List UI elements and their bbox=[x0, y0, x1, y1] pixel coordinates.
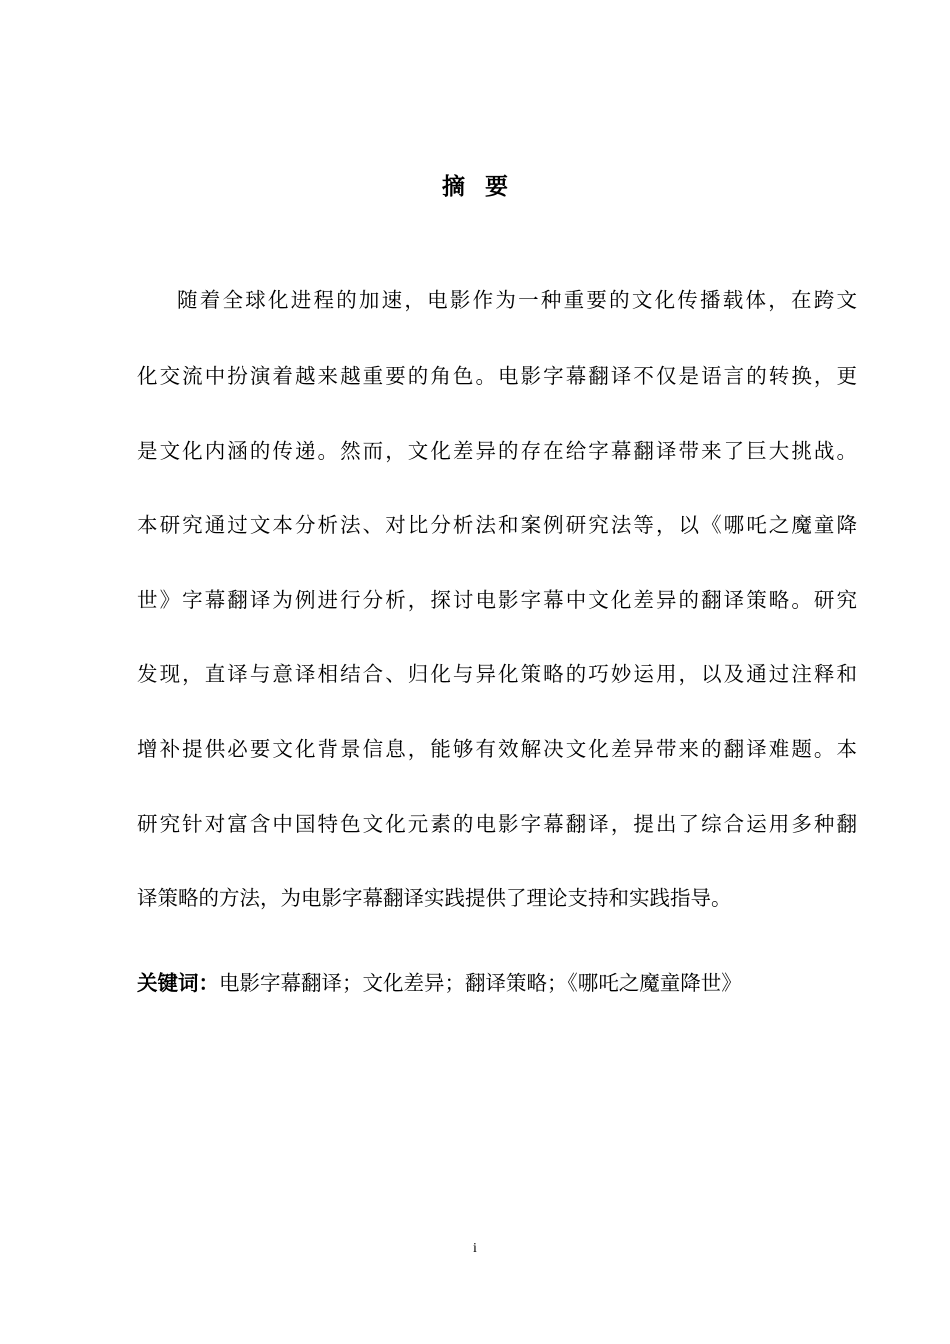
abstract-line-8: 研究针对富含中国特色文化元素的电影字幕翻译，提出了综合运用多种翻 bbox=[137, 812, 857, 836]
abstract-line-4: 本研究通过文本分析法、对比分析法和案例研究法等，以《哪吒之魔童降 bbox=[137, 513, 857, 537]
abstract-line-6: 发现，直译与意译相结合、归化与异化策略的巧妙运用，以及通过注释和 bbox=[137, 662, 857, 686]
page-title: 摘要 bbox=[442, 174, 528, 200]
abstract-line-3: 是文化内涵的传递。然而，文化差异的存在给字幕翻译带来了巨大挑战。 bbox=[137, 439, 857, 463]
abstract-line-1: 随着全球化进程的加速，电影作为一种重要的文化传播载体，在跨文 bbox=[177, 288, 857, 312]
abstract-line-7: 增补提供必要文化背景信息，能够有效解决文化差异带来的翻译难题。本 bbox=[137, 737, 857, 761]
page-number: i bbox=[473, 1241, 477, 1256]
abstract-line-5: 世》字幕翻译为例进行分析，探讨电影字幕中文化差异的翻译策略。研究 bbox=[137, 588, 857, 612]
keywords-label: 关键词： bbox=[137, 971, 219, 995]
keywords-text: 电影字幕翻译；文化差异；翻译策略；《哪吒之魔童降世》 bbox=[219, 971, 742, 995]
abstract-line-9: 译策略的方法，为电影字幕翻译实践提供了理论支持和实践指导。 bbox=[137, 886, 732, 910]
keywords bbox=[137, 968, 742, 998]
abstract-line-2: 化交流中扮演着越来越重要的角色。电影字幕翻译不仅是语言的转换，更 bbox=[137, 364, 857, 388]
